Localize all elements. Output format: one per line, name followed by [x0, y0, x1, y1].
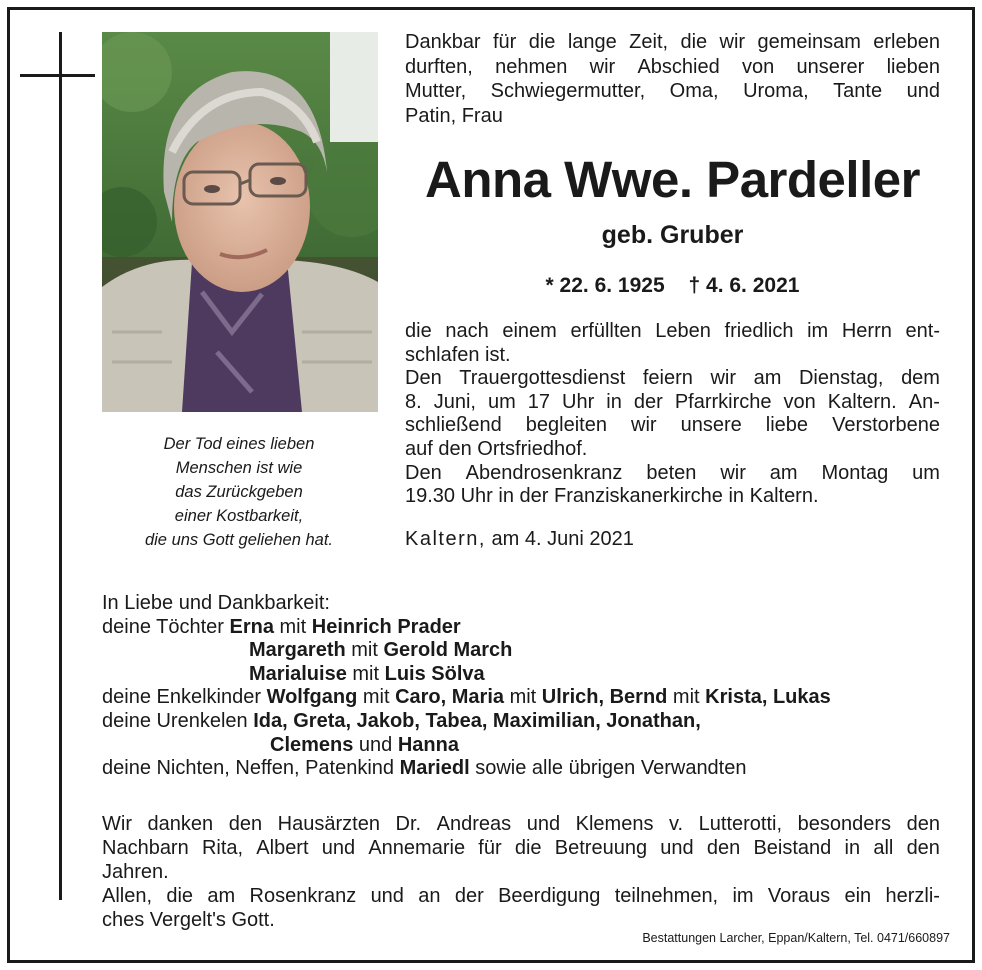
word: und	[906, 80, 940, 102]
relation-text: mit	[667, 686, 706, 709]
relative-name: Ulrich, Bernd	[541, 686, 668, 709]
word: die	[680, 31, 708, 53]
relative-name: Gerold March	[383, 639, 513, 662]
body-line	[405, 462, 940, 486]
word: in	[844, 837, 861, 859]
relative-name: Caro, Maria	[395, 686, 505, 709]
word: um	[912, 461, 940, 484]
thanks-text	[102, 812, 940, 932]
word: der	[454, 885, 484, 907]
word: Hausärzten	[277, 813, 380, 835]
word: und	[370, 885, 404, 907]
intro-text	[405, 30, 940, 128]
word: 8.	[405, 390, 422, 413]
relation-text: sowie alle übrigen Verwandten	[469, 757, 747, 780]
word: Verstorbene	[832, 414, 940, 437]
word: schließend	[405, 414, 502, 437]
word: Beerdigung	[498, 885, 601, 907]
word: durften,	[405, 55, 473, 78]
word: Dankbar	[405, 31, 481, 53]
word: feiern	[642, 367, 693, 390]
relation-text: deine Töchter	[102, 615, 230, 638]
funeral-home: Bestattungen Larcher, Eppan/Kaltern, Tel. 0471/660897	[642, 931, 950, 945]
word: liebe	[765, 414, 809, 437]
body-line	[405, 320, 940, 344]
word: dem	[901, 367, 940, 390]
word: Uroma,	[743, 80, 809, 102]
word: nehmen	[495, 55, 568, 78]
word: und	[321, 837, 356, 859]
word: Dienstag,	[798, 367, 884, 390]
word: Nachbarn	[102, 837, 189, 859]
body-line	[405, 367, 940, 391]
word: wir	[589, 55, 616, 78]
word: besonders	[797, 813, 892, 835]
intro-line	[405, 55, 940, 80]
word: friedlich	[724, 320, 794, 342]
word: Den	[405, 367, 442, 390]
word: den	[906, 837, 940, 859]
word: teilnehmen,	[614, 885, 719, 907]
relative-name: Erna	[229, 615, 274, 638]
word: Tante	[833, 80, 883, 102]
relative-name: Heinrich Prader	[311, 615, 461, 638]
word: Annemarie	[368, 837, 466, 859]
thanks-line	[102, 884, 940, 908]
memorial-quote	[106, 432, 372, 552]
word: Abendrosenkranz	[465, 461, 623, 484]
word: Abschied	[637, 55, 720, 78]
word: einem	[502, 320, 557, 342]
birth-name: geb. Gruber	[601, 221, 744, 249]
word: wir	[710, 367, 737, 390]
family-list	[102, 592, 831, 781]
word: lieben	[886, 55, 940, 78]
quote-line: das Zurückgeben	[175, 483, 303, 501]
word: am	[207, 885, 236, 907]
body-line	[405, 391, 940, 415]
word: die	[514, 837, 542, 859]
family-heading: In Liebe und Dankbarkeit:	[102, 592, 330, 614]
death-date: † 4. 6. 2021	[688, 274, 800, 297]
word: Uhr	[562, 390, 595, 413]
word: Albert	[256, 837, 309, 859]
cross-icon	[59, 32, 62, 900]
quote-line: einer Kostbarkeit,	[174, 507, 304, 525]
word: für	[493, 31, 517, 53]
relative-name: Clemens	[270, 733, 354, 756]
word: Mutter,	[405, 80, 467, 102]
word: Andreas	[436, 813, 512, 835]
relation-text: und	[353, 733, 398, 756]
word: an	[418, 885, 441, 907]
word: der	[633, 390, 663, 413]
quote-line: die uns Gott geliehen hat.	[144, 531, 334, 549]
body-line: auf den Ortsfriedhof.	[405, 437, 588, 460]
birth-date: * 22. 6. 1925	[545, 274, 665, 297]
word: ein	[844, 885, 872, 907]
family-row	[102, 639, 831, 663]
word: all	[873, 837, 894, 859]
cross-icon-bar	[20, 74, 95, 77]
relative-name: Hanna	[397, 733, 459, 756]
word: Lutterotti,	[698, 813, 783, 835]
family-row	[102, 663, 831, 687]
relation-text: mit	[504, 686, 542, 709]
word: danken	[147, 813, 214, 835]
word: Montag	[821, 461, 889, 484]
family-row	[102, 757, 831, 781]
word: erleben	[873, 31, 940, 53]
family-row	[102, 710, 831, 734]
life-dates	[405, 274, 940, 298]
word: am	[769, 461, 798, 484]
word: und	[526, 813, 561, 835]
relative-name: Luis Sölva	[384, 662, 485, 685]
place-date	[405, 528, 634, 551]
word: gemeinsam	[757, 31, 861, 53]
word: im	[807, 320, 829, 342]
word: Beistand	[753, 837, 832, 859]
word: und	[660, 837, 694, 859]
intro-line	[405, 79, 940, 104]
thanks-line: Jahren.	[102, 861, 169, 883]
word: Herrn	[841, 320, 892, 342]
intro-line	[405, 30, 940, 55]
thanks-line	[102, 812, 940, 836]
word: den	[706, 837, 741, 859]
relative-name: Ida, Greta, Jakob, Tabea, Maximilian, Jonathan,	[253, 709, 701, 732]
relative-name: Wolfgang	[266, 686, 358, 709]
word: um	[487, 390, 516, 413]
word: die	[405, 320, 432, 342]
word: den	[228, 813, 263, 835]
thanks-line: ches Vergelt's Gott.	[102, 909, 275, 931]
word: Dr.	[395, 813, 422, 835]
word: von	[742, 55, 775, 78]
word: An-	[908, 390, 940, 413]
word: am	[753, 367, 782, 390]
relation-text: deine Enkelkinder	[102, 686, 267, 709]
word: Juni,	[433, 390, 476, 413]
word: begleiten	[525, 414, 607, 437]
relative-name: Krista, Lukas	[705, 686, 831, 709]
word: die	[528, 31, 556, 53]
word: erfüllten	[570, 320, 642, 342]
date: am 4. Juni 2021	[491, 528, 634, 550]
word: den	[906, 813, 940, 835]
relation-text: mit	[357, 686, 396, 709]
word: Voraus	[767, 885, 831, 907]
quote-line: Der Tod eines lieben	[163, 435, 315, 453]
word: herzli-	[885, 885, 940, 907]
word: beten	[646, 461, 697, 484]
family-row	[102, 734, 831, 758]
quote-line: Menschen ist wie	[175, 459, 303, 477]
word: Rosenkranz	[249, 885, 357, 907]
family-row	[102, 616, 831, 640]
word: lange	[567, 31, 617, 53]
word: wir	[719, 31, 746, 53]
body-line: schlafen ist.	[405, 343, 511, 366]
family-row	[102, 686, 831, 710]
word: in	[606, 390, 622, 413]
word: Rita,	[201, 837, 244, 859]
relative-name: Margareth	[249, 639, 346, 662]
word: von	[783, 390, 816, 413]
place: Kaltern,	[405, 528, 486, 550]
word: Oma,	[669, 80, 719, 102]
word: v.	[669, 813, 684, 835]
word: unserer	[796, 55, 865, 78]
word: Den	[405, 461, 442, 484]
body-line	[405, 414, 940, 438]
service-info	[405, 320, 940, 509]
word: wir	[631, 414, 657, 437]
word: im	[732, 885, 754, 907]
relative-name: Mariedl	[399, 757, 470, 780]
relation-text: deine Urenkelen	[102, 709, 254, 732]
word: unsere	[680, 414, 742, 437]
relation-text: mit	[273, 615, 312, 638]
word: Allen,	[102, 885, 153, 907]
word: die	[166, 885, 194, 907]
word: nach	[445, 320, 489, 342]
word: Leben	[655, 320, 711, 342]
relative-name: Marialuise	[249, 662, 347, 685]
word: Betreuung	[554, 837, 648, 859]
intro-line: Patin, Frau	[405, 104, 503, 127]
relation-text: deine Nichten, Neffen, Patenkind	[102, 757, 400, 780]
relation-text: mit	[345, 639, 384, 662]
word: Schwiegermutter,	[490, 80, 646, 102]
word: Trauergottesdienst	[459, 367, 626, 390]
word: Kaltern.	[827, 390, 897, 413]
word: wir	[720, 461, 746, 484]
word: Zeit,	[629, 31, 669, 53]
word: Klemens	[575, 813, 654, 835]
word: ent-	[905, 320, 940, 342]
word: Wir	[102, 813, 132, 835]
portrait-photo	[102, 32, 378, 412]
word: für	[478, 837, 502, 859]
body-line: 19.30 Uhr in der Franziskanerkirche in Kaltern.	[405, 485, 819, 508]
word: 17	[527, 390, 551, 413]
deceased-name: Anna Wwe. Pardeller	[425, 151, 920, 208]
thanks-line	[102, 836, 940, 860]
relation-text: mit	[346, 662, 385, 685]
word: Pfarrkirche	[674, 390, 772, 413]
